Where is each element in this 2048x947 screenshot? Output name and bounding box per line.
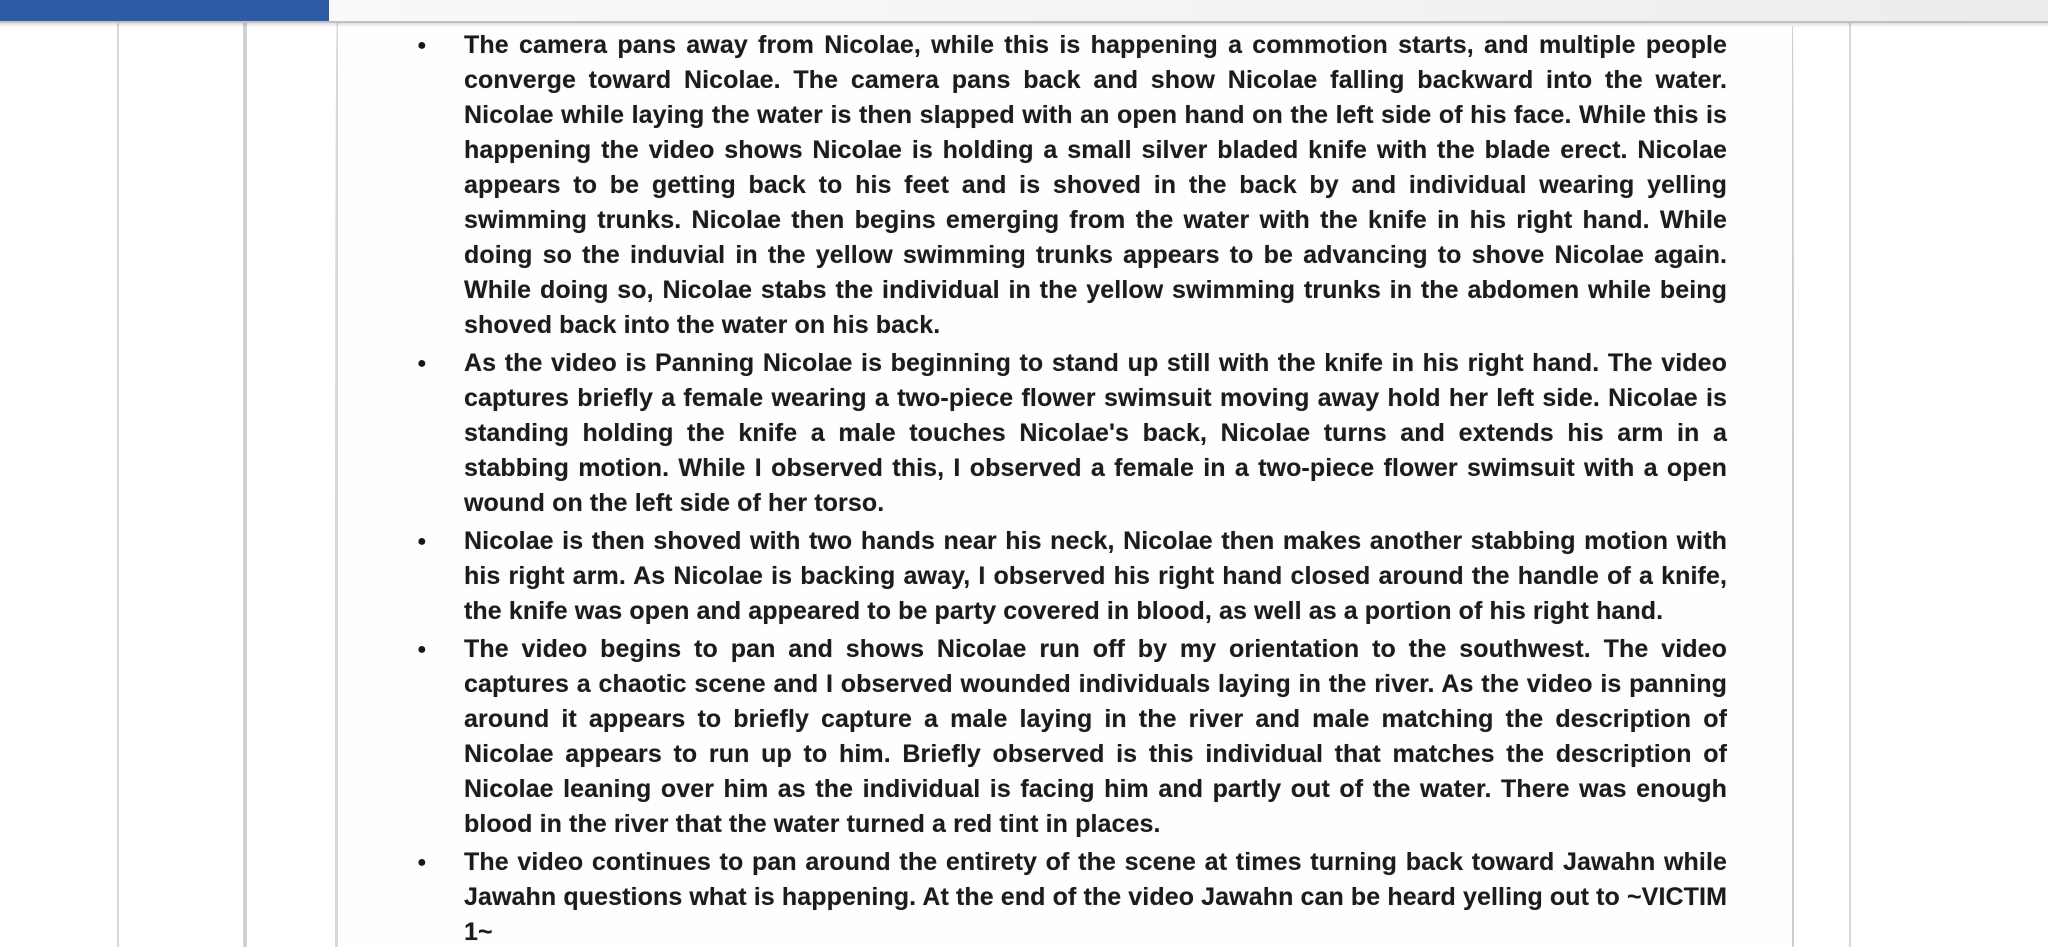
document-page[interactable]: [340, 21, 1790, 947]
bullet-point-2: [413, 346, 1727, 521]
bullet-text: As the video is Panning Nicolae is beginning to stand up still with the knife in his right hand. The video captures briefly a female wearing a two-piece flower swimsuit moving away hold her left side. Nicolae is standing holding the knife a male touches Nicolae's back, Nicolae turns and extends his arm in a stabbing motion. While I observed this, I observed a female in a two-piece flower swimsuit with a open wound on the left side of her torso.: [464, 349, 1727, 517]
bullet-list: [413, 28, 1727, 947]
bullet-point-5: [413, 845, 1727, 947]
table-column-border: [117, 23, 119, 947]
bullet-icon: ●: [417, 37, 427, 54]
bullet-text: The camera pans away from Nicolae, while this is happening a commotion starts, and multiple people converge toward Nicolae. The camera pans back and show Nicolae falling backward into the water. Nicolae while laying the water is then slapped with an open hand on the left side of his face. While this is happening the video shows Nicolae is holding a small silver bladed knife with the blade erect. Nicolae appears to be getting back to his feet and is shoved in the back by and individual wearing yelling swimming trunks. Nicolae then begins emerging from the water with the knife in his right hand. While doing so the induvial in the yellow swimming trunks appears to be advancing to shove Nicolae again. While doing so, Nicolae stabs the individual in the yellow swimming trunks in the abdomen while being shoved back into the water on his back.: [464, 31, 1727, 339]
bullet-icon: ●: [417, 854, 427, 871]
page-right-edge: [1849, 23, 1851, 947]
bullet-icon: ●: [417, 533, 427, 550]
bullet-icon: ●: [417, 641, 427, 658]
bullet-point-4: [413, 632, 1727, 842]
bullet-point-1: [413, 28, 1727, 343]
bullet-text: The video continues to pan around the entirety of the scene at times turning back toward Jawahn while Jawahn questions what is happening. At the end of the video Jawahn can be heard yelling out to ~VICTIM 1~: [464, 848, 1727, 946]
bullet-point-3: [413, 524, 1727, 629]
bullet-text: The video begins to pan and shows Nicolae run off by my orientation to the southwest. The video captures a chaotic scene and I observed wounded individuals laying in the river. As the video is panning around it appears to briefly capture a male laying in the river and male matching the description of Nicolae appears to run up to him. Briefly observed is this individual that matches the description of Nicolae leaning over him as the individual is facing him and partly out of the water. There was enough blood in the river that the water turned a red tint in places.: [464, 635, 1727, 838]
bullet-text: Nicolae is then shoved with two hands near his neck, Nicolae then makes another stabbing motion with his right arm. As Nicolae is backing away, I observed his right hand closed around the handle of a knife, the knife was open and appeared to be party covered in blood, as well as a portion of his right hand.: [464, 527, 1727, 625]
bullet-icon: ●: [417, 355, 427, 372]
table-column-border: [243, 23, 247, 947]
table-column-border: [335, 23, 338, 947]
table-right-border: [1792, 26, 1794, 947]
viewer-toolbar-fragment: [0, 0, 329, 21]
